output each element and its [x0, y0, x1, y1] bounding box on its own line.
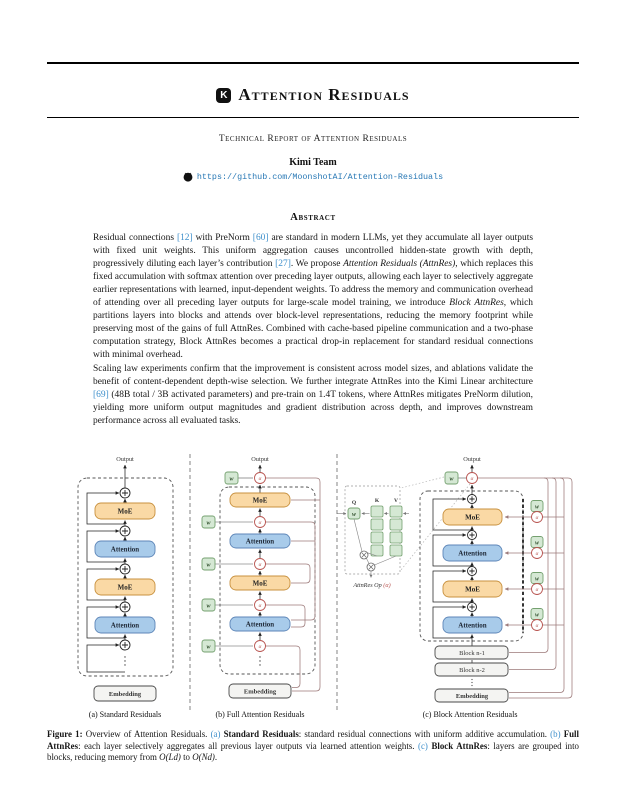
weight-glyph: w	[534, 540, 540, 547]
attention-block-label: Attention	[110, 545, 140, 554]
panel-c	[337, 456, 572, 719]
panel-c-caption: (c) Block Attention Residuals	[422, 710, 518, 719]
embedding-label: Embedding	[455, 693, 489, 700]
panel-a-caption: (a) Standard Residuals	[88, 710, 162, 719]
moe-block-label: MoE	[117, 583, 133, 592]
alpha-glyph: α	[535, 623, 539, 629]
alpha-glyph: α	[258, 644, 262, 650]
weight-glyph: w	[229, 476, 234, 483]
attention-block-label: Attention	[245, 537, 275, 546]
weight-glyph: w	[534, 576, 540, 583]
header-rule-bottom	[47, 117, 579, 118]
paper-subtitle: Technical Report of Attention Residuals	[218, 134, 408, 144]
v-label: V	[394, 498, 398, 504]
github-icon	[183, 172, 193, 182]
ellipsis-c	[471, 679, 472, 686]
panel-b	[202, 456, 320, 719]
moe-block-label: MoE	[465, 585, 480, 594]
ellipsis-a	[124, 656, 125, 665]
abstract-heading: Abstract	[290, 212, 336, 223]
abstract-body	[93, 232, 533, 429]
header-rule-top	[47, 62, 579, 64]
panel-a	[78, 456, 173, 719]
moe-block-label: MoE	[465, 513, 480, 522]
attention-block-label: Attention	[458, 621, 487, 630]
attnres-op-inset	[337, 486, 409, 589]
alpha-glyph: α	[258, 520, 262, 526]
moe-block-label: MoE	[252, 579, 268, 588]
weight-glyph: w	[351, 511, 357, 518]
abstract-paragraph-1: Residual connections [12] with PreNorm [60] are standard in modern LLMs, yet they accumulate all layer outputs with fixed unit weights. This uniform aggregation causes uncontrolled hidden-state growth with depth, progressively diluting each layer’s contribution [27]. We propose Attention Residuals (AttnRes), which replaces this fixed accumulation with softmax attention over preceding layer outputs, allowing each layer to selectively aggregate earlier representations with learned, input-dependent weights. To address the memory and communication overhead of attending over all preceding layer outputs for large-scale model training, we introduce Block AttnRes, which partitions layers into blocks and attends over block-level representations, reducing the memory footprint while preserving most of the gains of full AttnRes. Combined with cache-based pipeline communication and a two-phase computation strategy, Block AttnRes becomes a practical drop-in replacement for standard residual connections with minimal overhead.	[93, 233, 534, 360]
attention-block-label: Attention	[458, 549, 487, 558]
panel-b-caption: (b) Full Attention Residuals	[215, 710, 305, 719]
embedding-label: Embedding	[108, 691, 142, 698]
github-link[interactable]: https://github.com/MoonshotAI/Attention-Residuals	[196, 172, 444, 182]
team-name: Kimi Team	[289, 157, 337, 168]
weight-glyph: w	[534, 504, 540, 511]
weight-glyph: w	[206, 603, 211, 610]
abstract-paragraph-2: Scaling law experiments confirm that the improvement is consistent across model sizes, and ablations validate the benefit of content-dependent depth-wise selection. We further integrate AttnRes into the Kimi Linear architecture [69] (48B total / 3B activated parameters) and pre-train on 1.4T tokens, where AttnRes mitigates PreNorm dilution, yielding more uniform output magnitudes and gradient distribution across depth, and improves downstream performance across all evaluated tasks.	[93, 364, 533, 426]
kimi-logo-icon: K	[216, 88, 231, 103]
paper-title-row	[0, 85, 626, 105]
alpha-glyph: α	[258, 476, 262, 482]
output-label-a: Output	[116, 456, 134, 463]
block-n2-label: Block n-2	[459, 667, 485, 674]
alpha-glyph: α	[535, 515, 539, 521]
k-label: K	[374, 498, 380, 504]
figure-caption: Figure 1: Overview of Attention Residuals. (a) Standard Residuals: standard residual connections with uniform additive accumulation. (b) Full AttnRes: each layer selectively aggregates all previous layer outputs via learned attention weights. (c) Block AttnRes: layers are grouped into blocks, reducing memory from O(Ld) to O(Nd).	[47, 729, 579, 763]
figure-1	[47, 451, 579, 723]
block-n1-label: Block n-1	[459, 650, 485, 657]
embedding-label: Embedding	[243, 688, 277, 696]
weight-glyph: w	[206, 644, 211, 651]
output-label-c: Output	[463, 456, 481, 463]
weight-glyph: w	[449, 476, 454, 483]
weight-alpha-column-c	[531, 501, 543, 631]
output-label-b: Output	[251, 456, 269, 463]
alpha-glyph: α	[470, 476, 474, 482]
moe-block-label: MoE	[252, 496, 268, 505]
ellipsis-b	[259, 656, 260, 665]
alpha-glyph: α	[535, 587, 539, 593]
weight-glyph: w	[534, 612, 540, 619]
alpha-glyph: α	[535, 551, 539, 557]
alpha-glyph: α	[258, 603, 262, 609]
attnres-op-label: AttnRes Op (α)	[353, 582, 391, 589]
alpha-glyph: α	[258, 562, 262, 568]
attention-block-label: Attention	[245, 620, 275, 629]
q-label: Q	[351, 500, 357, 506]
weight-glyph: w	[206, 520, 211, 527]
attention-block-label: Attention	[110, 621, 140, 630]
moe-block-label: MoE	[117, 507, 133, 516]
previous-blocks-c	[435, 646, 508, 702]
weight-glyph: w	[206, 562, 211, 569]
figure-1-svg	[47, 451, 579, 723]
paper-title: Attention Residuals	[238, 85, 410, 104]
repo-link-row	[0, 172, 626, 182]
